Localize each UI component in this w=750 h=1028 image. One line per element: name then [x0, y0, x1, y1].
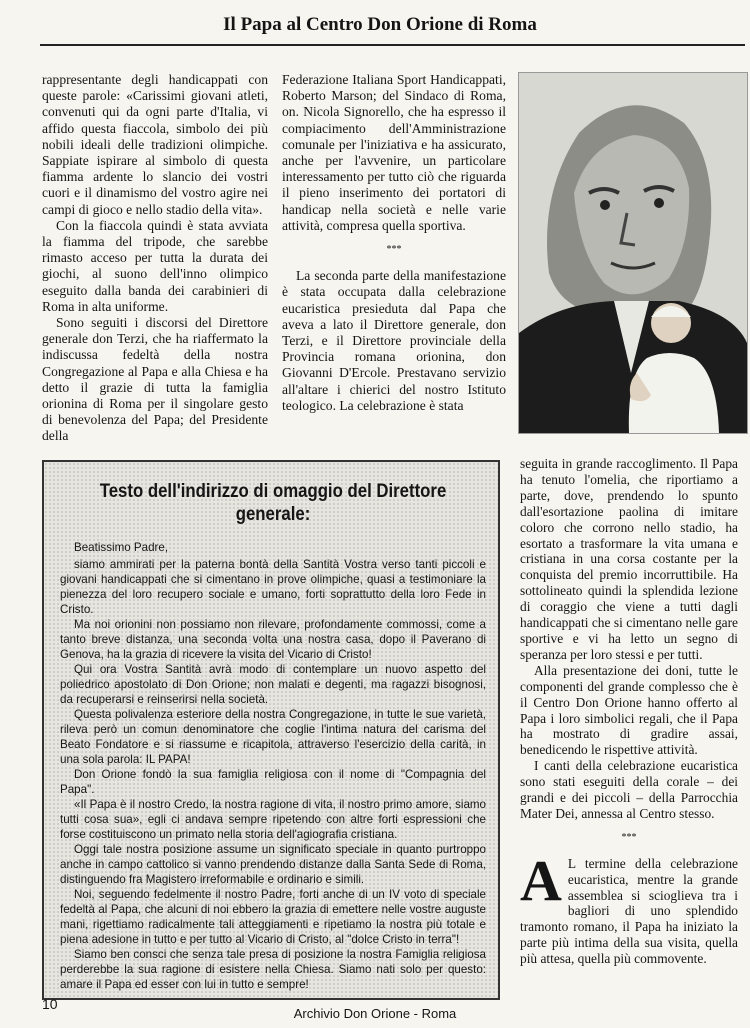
drop-cap: A: [520, 847, 562, 913]
page-number: 10: [42, 996, 58, 1012]
inset-paragraph: Siamo ben consci che senza tale presa di posizione la nostra Famiglia religiosa perderebbe la sua ragione di esistere nella Chiesa. Siamo nati solo per questo: amare il Papa ed esser con lui in tutto e sempre!: [60, 948, 486, 991]
article-column-2: [282, 72, 506, 444]
header-rule: [40, 44, 745, 46]
section-separator: ***: [621, 831, 637, 843]
column3-paragraph-4: [520, 847, 738, 967]
column3-paragraph-2: Alla presentazione dei doni, tutte le componenti del grande complesso che è il Centro Don Orione hanno offerto al Papa i loro simbolici regali, che il Papa ha mostrato di gradire assai, benedicendo le rispettive attività.: [520, 662, 738, 758]
column1-paragraph-3: Sono seguiti i discorsi del Direttore generale don Terzi, che ha riaffermato la indiscussa fedeltà della nostra Congregazione al Papa e alla Chiesa e ha detto il grazie di tutta la famiglia orionina di Roma per il singolare gesto di benevolenza del Papa; del Presidente della: [42, 315, 268, 444]
inset-title: Testo dell'indirizzo di omaggio del Direttore generale:: [99, 480, 447, 525]
column1-paragraph-2: Con la fiaccola quindi è stata avviata la fiamma del tripode, che sarebbe rimasto acceso per tutta la durata dei giochi, al suono dell'inno olimpico eseguito dalla banda dei carabinieri di Roma in alta uniforme.: [42, 217, 268, 314]
inset-salutation: Beatissimo Padre,: [74, 541, 169, 554]
photo-illustration: [519, 73, 747, 433]
address-inset-box: [42, 460, 500, 1000]
column1-paragraph-1: rappresentante degli handicappati con queste parole: «Carissimi giovani atleti, convenuti qui da ogni parte d'Italia, vi affido questa fiaccola, simbolo dei più nobili ideali delle tradizioni olimpiche. Sappiate ispirare al simbolo di questa fiamma ardente lo slancio dei vostri cuori e il dinamismo del vostro agire nei campi di gioco e nello stadio della vita».: [42, 72, 268, 217]
article-column-3: [520, 456, 738, 986]
section-separator: ***: [386, 244, 402, 256]
inset-paragraph: Ma noi orionini non possiamo non rilevare, profondamente commossi, come a tanto breve distanza, una seconda volta una nostra casa, dopo il Paverano di Genova, ha la grazia di ricevere la visita del Vicario di Cristo!: [60, 618, 486, 661]
column3-paragraph-4-text: L termine della celebrazione eucaristica, mentre la grande assemblea si scioglieva tra i bagliori di uno splendido tramonto romano, il Papa ha iniziato la parte più intima della sua visita, quella più attesa, quella più commovente.: [520, 855, 738, 967]
inset-paragraph: Don Orione fondò la sua famiglia religiosa con il nome di "Compagnia del Papa".: [60, 768, 486, 796]
inset-paragraph: Oggi tale nostra posizione assume un significato speciale in quanto purtroppo anche in campo cattolico si vanno prendendo distanze dalla Santa Sede di Roma, distinguendo fra Magistero irreformabile e ordinario e simili.: [60, 843, 486, 886]
inset-paragraph: Questa polivalenza esteriore della nostra Congregazione, in tutte le sue varietà, rileva però un comun denominatore che coglie l'intima natura del carisma del Beato Fondatore e si riassume e ricapitola, attraverso l'esercizio della carità, in una sola parola: IL PAPA!: [60, 708, 486, 766]
inset-paragraph: siamo ammirati per la paterna bontà della Santità Vostra verso tanti piccoli e giovani handicappati che si cimentano in prove olimpiche, quasi a testimoniare la pienezza del loro recupero sociale e umano, forti soprattutto della loro Fede in Cristo.: [60, 558, 486, 616]
inset-paragraph: Qui ora Vostra Santità avrà modo di contemplare un nuovo aspetto del poliedrico apostolato di Don Orione; non malati e degenti, ma ragazzi bisognosi, da recuperarsi e reinserirsi nella società.: [60, 663, 486, 706]
column2-paragraph-2: La seconda parte della manifestazione è stata occupata dalla celebrazione eucaristica presieduta dal Papa che aveva a lato il Direttore generale, don Terzi, e il Direttore provinciale della Provincia romana orionina, don Giovanni D'Ercole. Prestavano servizio all'altare i chierici del nostro Istituto teologico. La celebrazione è stata: [282, 268, 506, 413]
article-column-1: [42, 72, 268, 452]
pope-portrait-photo: [518, 72, 748, 434]
inset-paragraph: «Il Papa è il nostro Credo, la nostra ragione di vita, il nostro primo amore, siamo tutti cosa sua», egli ci andava sempre ripetendo con altre forti espressioni che forse costituiscono un primato nella storia dell'agiografia cristiana.: [60, 798, 486, 841]
header-title: Il Papa al Centro Don Orione di Roma: [223, 14, 537, 35]
inset-body: [60, 540, 486, 992]
column2-paragraph-1: Federazione Italiana Sport Handicappati, Roberto Marson; del Sindaco di Roma, on. Nicola Signorello, che ha espresso il compiacimento dell'Amministrazione comunale per l'iniziativa e ha assicurato, anche per l'avvenire, un particolare interessamento per tutto ciò che riguarda il pieno inserimento dei portatori di handicap nella società e nelle varie attività, compresa quella sportiva.: [282, 72, 506, 233]
column3-paragraph-3: I canti della celebrazione eucaristica sono stati eseguiti della corale – dei grandi e dei piccoli – della Parrocchia Mater Dei, annessa al Centro stesso.: [520, 758, 738, 821]
archive-footer: Archivio Don Orione - Roma: [293, 1006, 457, 1021]
column3-paragraph-1: seguita in grande raccoglimento. Il Papa ha tenuto l'omelia, che riportiamo a parte, dove, prendendo lo spunto dall'esortazione paolina di imitare coloro che corrono nello stadio, ha esortato a trasformare la vita umana e cristiana in una corsa costante per la conquista del premio incorruttibile. Ha sottolineato quindi la splendida lezione di coraggio che viene a tutti dagli handicappati che si cimentano nelle gare sportive e vi ha letto un segno di speranza per loro stessi e per tutti.: [520, 456, 738, 662]
inset-paragraph: Noi, seguendo fedelmente il nostro Padre, forti anche di un IV voto di speciale fedeltà al Papa, che alcuni di noi ebbero la grazia di emettere nelle vostre auguste mani, rigettiamo radicalmente tali atteggiamenti e ripetiamo la nostra più totale e piena adesione in tutto e per tutto al Vicario di Cristo, al "dolce Cristo in terra"!: [60, 888, 486, 946]
